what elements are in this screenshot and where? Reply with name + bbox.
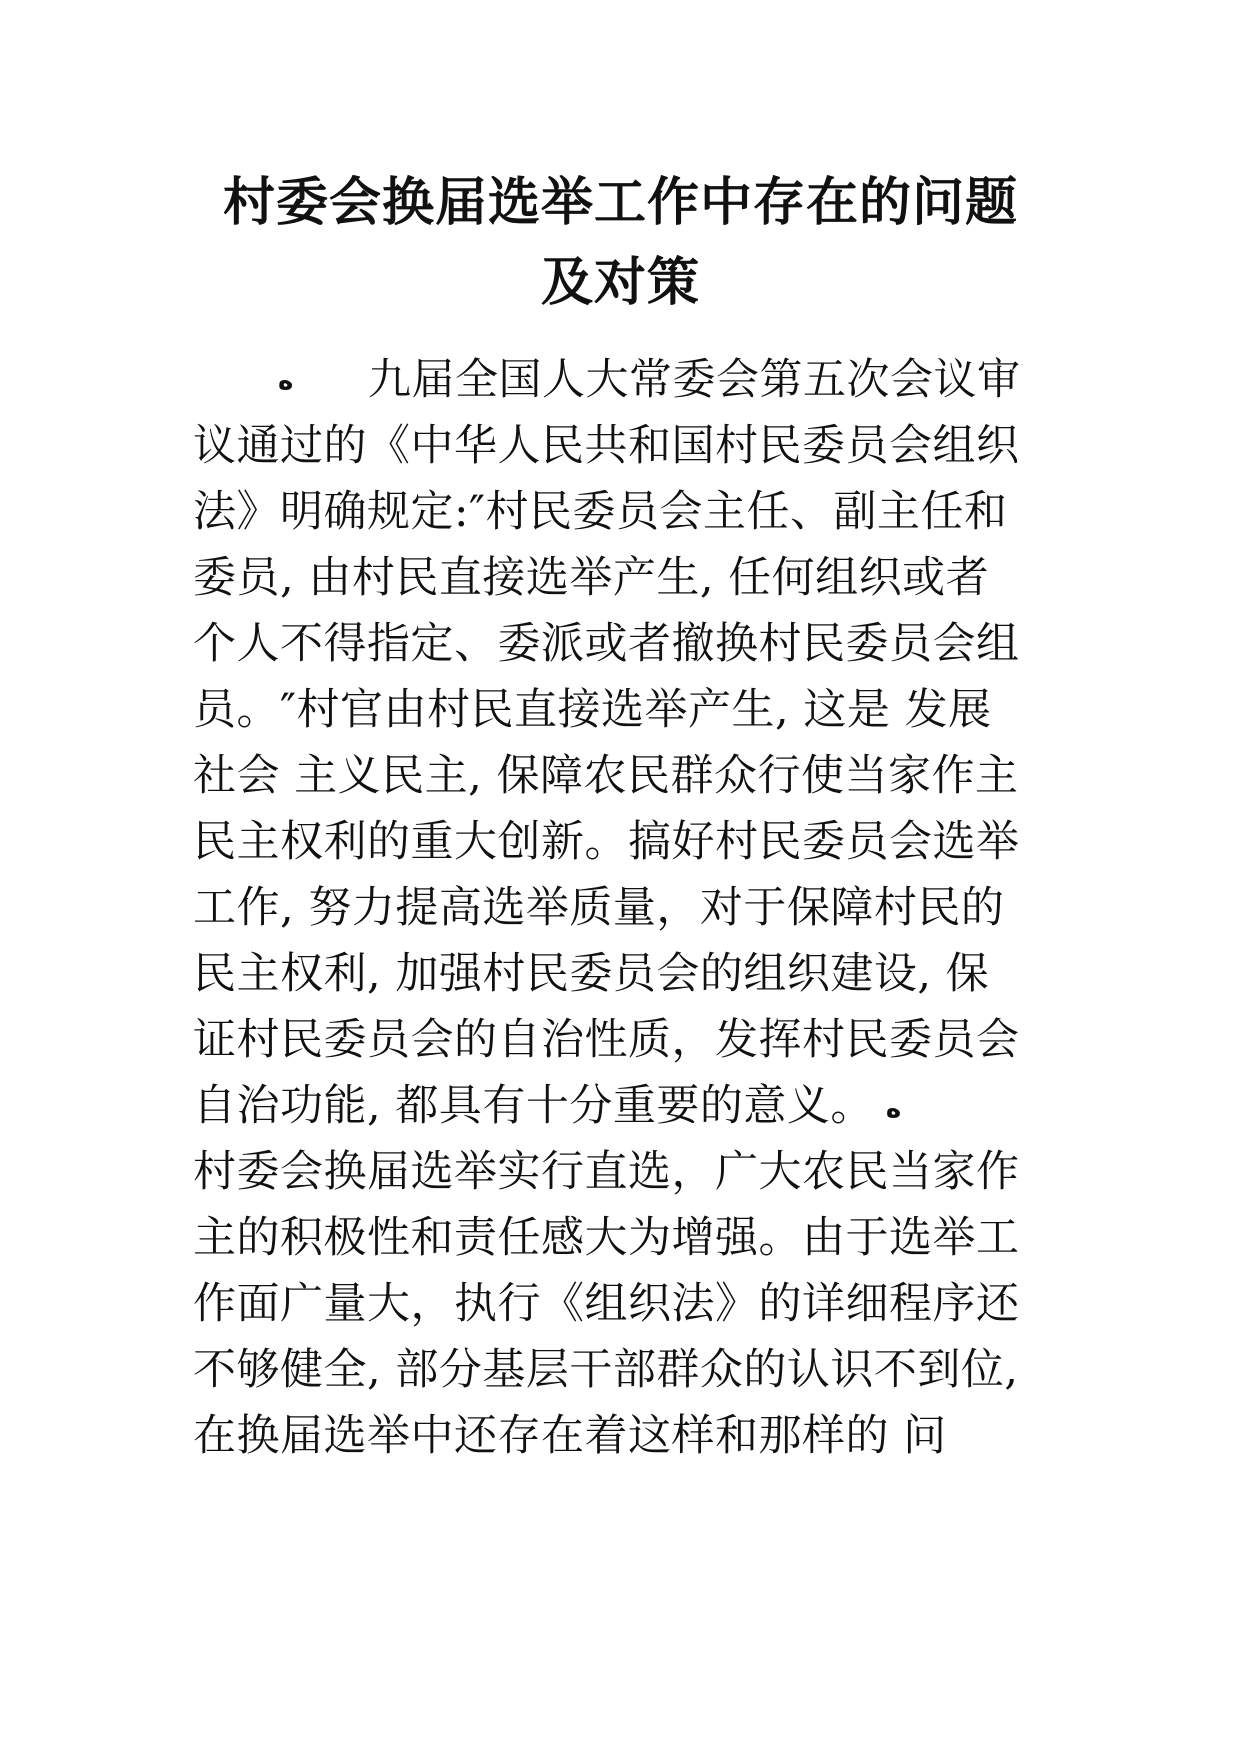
body-line-16: 不够健全, 部分基层干部群众的认识不到位, xyxy=(193,1345,1019,1395)
body-line-8: 民主权利的重大创新。搞好村民委员会选举 xyxy=(193,817,1020,867)
body-line-17: 在换届选举中还存在着这样和那样的 问 xyxy=(193,1411,947,1461)
body-line-6: 员。″村官由村民直接选举产生, 这是 发展 xyxy=(193,685,992,735)
body-line-3: 法》明确规定:″村民委员会主任、副主任和 xyxy=(193,487,1008,537)
paragraph-mark-end-icon: ه xyxy=(885,1094,902,1124)
body-line-7: 社会 主义民主, 保障农民群众行使当家作主 xyxy=(193,751,1019,801)
body-line-5: 个人不得指定、委派或者撤换村民委员会组 xyxy=(193,619,1020,669)
body-line-12-text: 自治功能, 都具有十分重要的意义。 xyxy=(193,1081,874,1131)
document-title-line-1: 村委会换届选举工作中存在的问题 xyxy=(222,173,1018,233)
body-line-15: 作面广量大，执行《组织法》的详细程序还 xyxy=(193,1279,1020,1329)
paragraph-mark-icon: ه xyxy=(278,366,294,396)
body-line-10: 民主权利, 加强村民委员会的组织建设, 保 xyxy=(193,949,990,999)
body-line-1: 九届全国人大常委会第五次会议审 xyxy=(368,355,1021,405)
body-line-2: 议通过的《中华人民共和国村民委员会组织 xyxy=(193,421,1020,471)
body-line-9: 工作, 努力提高选举质量，对于保障村民的 xyxy=(193,883,1005,933)
body-line-4: 委员, 由村民直接选举产生, 任何组织或者 xyxy=(193,553,990,603)
body-line-13: 村委会换届选举实行直选，广大农民当家作 xyxy=(193,1147,1020,1197)
body-line-11: 证村民委员会的自治性质，发挥村民委员会 xyxy=(193,1015,1020,1065)
document-title-line-2: 及对策 xyxy=(540,253,700,313)
body-line-14: 主的积极性和责任感大为增强。由于选举工 xyxy=(193,1213,1020,1263)
body-line-12 xyxy=(193,1078,1063,1137)
